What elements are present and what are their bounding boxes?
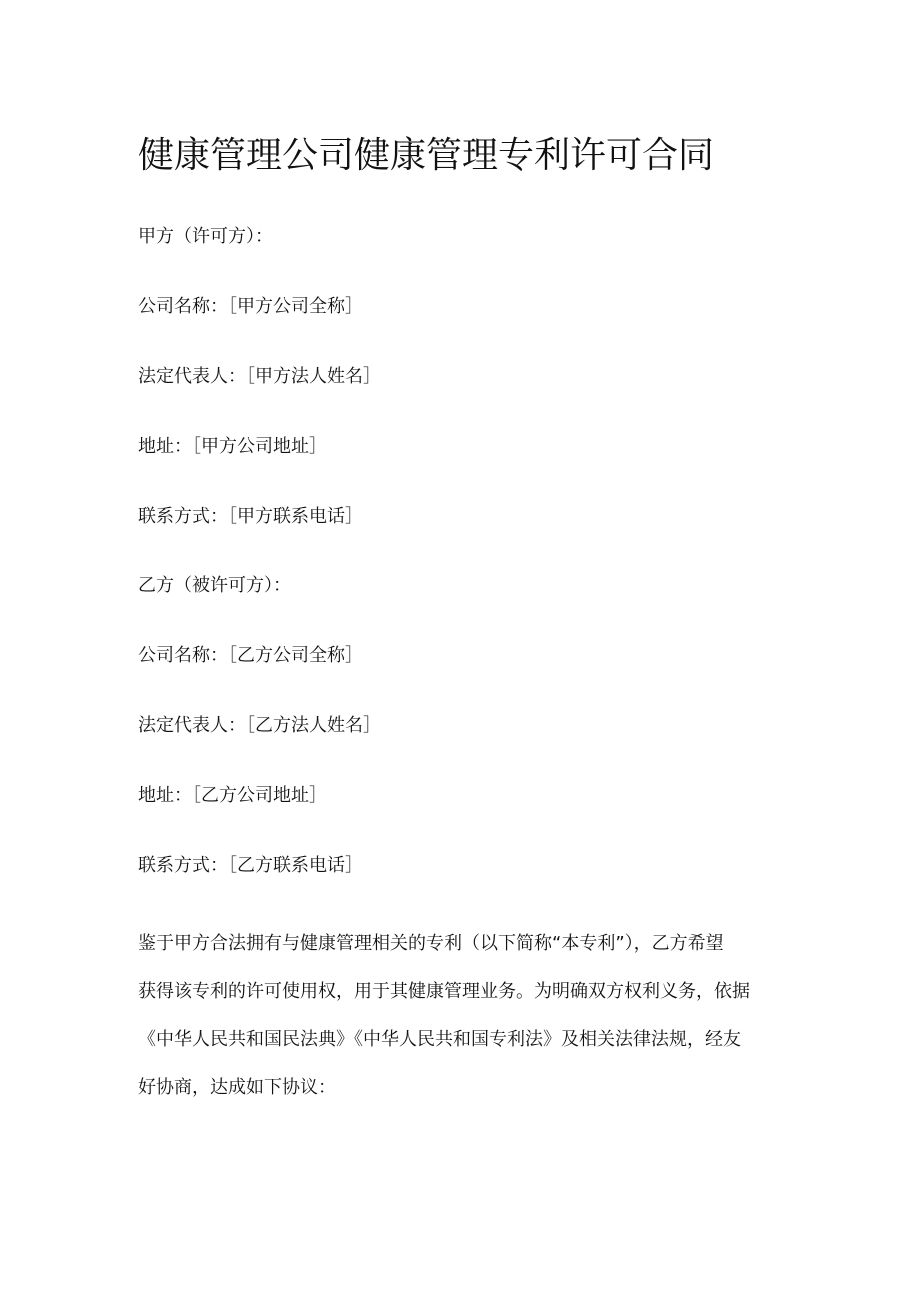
party-b-contact: 联系方式：［乙方联系电话］ (138, 855, 363, 876)
preamble-line: 《中华人民共和国民法典》《中华人民共和国专利法》及相关法律法规，经友 (138, 1029, 741, 1050)
party-a-company: 公司名称：［甲方公司全称］ (138, 296, 363, 317)
party-a-contact: 联系方式：［甲方联系电话］ (138, 506, 363, 527)
party-a-heading: 甲方（许可方）： (138, 226, 273, 247)
preamble-paragraph (138, 920, 778, 1112)
party-b-company: 公司名称：［乙方公司全称］ (138, 645, 363, 666)
preamble-line: 好协商，达成如下协议： (138, 1077, 336, 1098)
document-title: 健康管理公司健康管理专利许可合同 (138, 135, 715, 176)
party-a-representative: 法定代表人：［甲方法人姓名］ (138, 366, 381, 387)
party-a-address: 地址：［甲方公司地址］ (138, 436, 327, 457)
party-b-representative: 法定代表人：［乙方法人姓名］ (138, 715, 381, 736)
party-b-address: 地址：［乙方公司地址］ (138, 785, 327, 806)
preamble-line: 获得该专利的许可使用权，用于其健康管理业务。为明确双方权利义务，依据 (138, 981, 750, 1002)
party-b-heading: 乙方（被许可方）： (138, 575, 291, 596)
preamble-line: 鉴于甲方合法拥有与健康管理相关的专利（以下简称“本专利”），乙方希望 (138, 933, 724, 954)
